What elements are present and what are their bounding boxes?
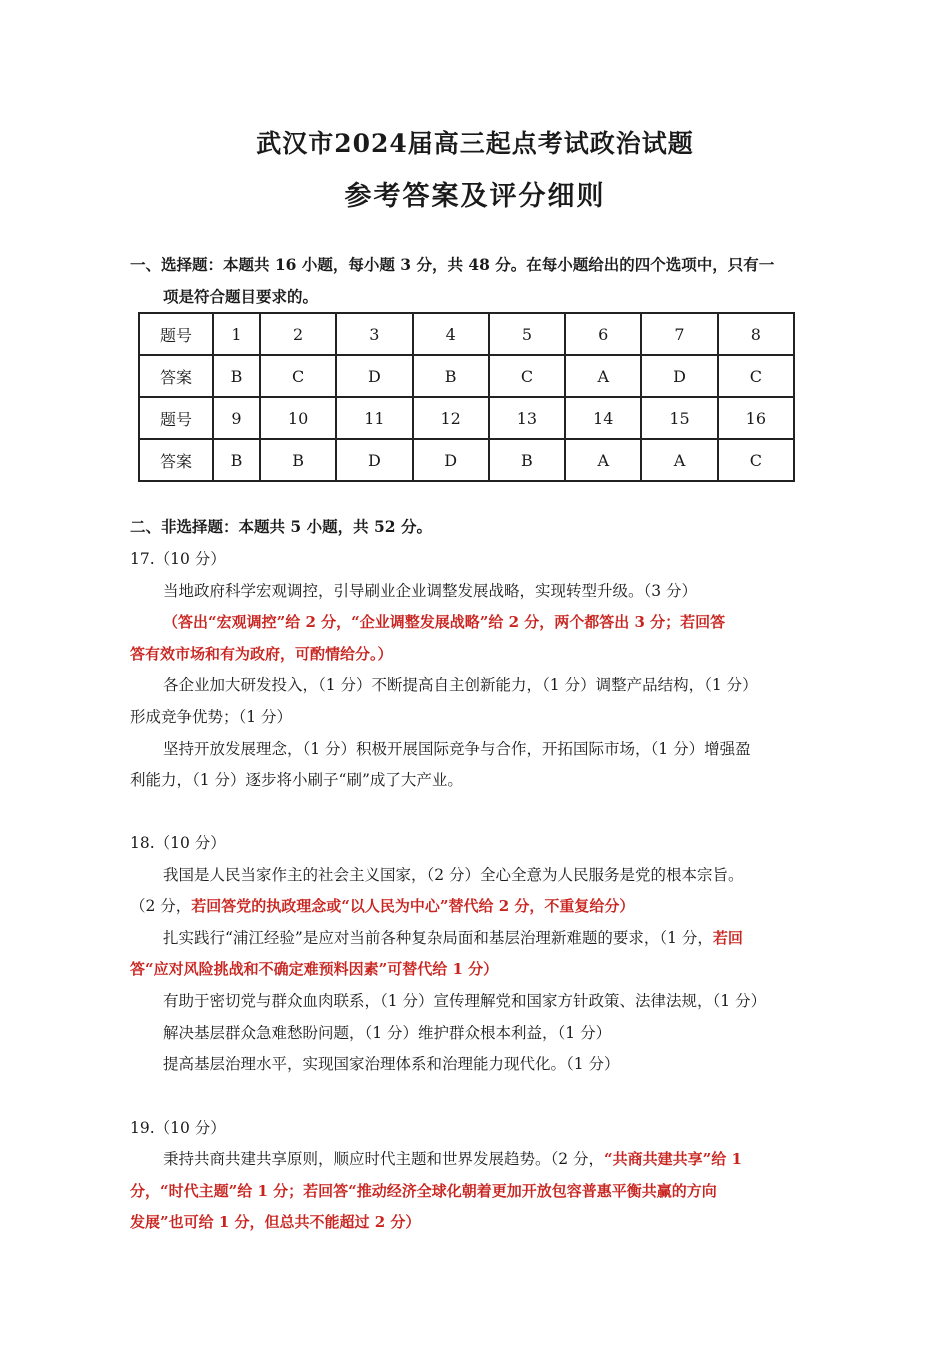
table-cell: B bbox=[260, 439, 336, 481]
q17-answer-3-cont: 利能力，（1 分）逐步将小刷子“刷”成了大产业。 bbox=[130, 771, 463, 789]
q19-note-1: “共商共建共享”给 1 bbox=[604, 1150, 742, 1168]
table-cell: A bbox=[565, 439, 641, 481]
q18-note-2-cont: 答“应对风险挑战和不确定难预料因素”可替代给 1 分） bbox=[130, 960, 499, 978]
table-cell: A bbox=[641, 439, 717, 481]
q18-label: 18.（10 分） bbox=[130, 834, 226, 852]
q19-answer-1 bbox=[163, 1147, 853, 1171]
q19-note-1-end: 发展”也可给 1 分，但总共不能超过 2 分） bbox=[130, 1213, 421, 1231]
table-cell: 题号 bbox=[139, 397, 213, 439]
section1-heading: 一、选择题：本题共 16 小题，每小题 3 分，共 48 分。在每小题给出的四个选项中，只有一 bbox=[130, 255, 775, 274]
table-cell: B bbox=[213, 355, 260, 397]
table-cell: 1 bbox=[213, 313, 260, 355]
table-cell: 5 bbox=[489, 313, 565, 355]
page-title: 武汉市2024届高三起点考试政治试题 bbox=[256, 129, 694, 158]
table-cell: C bbox=[489, 355, 565, 397]
table-cell: 11 bbox=[336, 397, 412, 439]
table-row bbox=[139, 313, 794, 355]
q18-answer-1: 我国是人民当家作主的社会主义国家，（2 分）全心全意为人民服务是党的根本宗旨。 bbox=[163, 866, 744, 884]
q18-note-2: 若回 bbox=[712, 929, 743, 947]
q17-answer-2-cont: 形成竞争优势；（1 分） bbox=[130, 708, 293, 726]
q18-answer-5: 提高基层治理水平，实现国家治理体系和治理能力现代化。（1 分） bbox=[163, 1055, 620, 1073]
table-cell: 12 bbox=[413, 397, 489, 439]
q19-answer-1-text: 秉持共商共建共享原则，顺应时代主题和世界发展趋势。（2 分， bbox=[163, 1150, 605, 1168]
table-cell: A bbox=[565, 355, 641, 397]
q18-note-score: （2 分， bbox=[130, 897, 192, 915]
q19-label: 19.（10 分） bbox=[130, 1119, 226, 1137]
table-cell: 3 bbox=[336, 313, 412, 355]
q18-note-1: 若回答党的执政理念或“以人民为中心”替代给 2 分，不重复给分） bbox=[191, 897, 635, 915]
table-row bbox=[139, 397, 794, 439]
q18-answer-3: 有助于密切党与群众血肉联系，（1 分）宣传理解党和国家方针政策、法律法规，（1 分） bbox=[163, 992, 767, 1010]
q17-label: 17.（10 分） bbox=[130, 550, 226, 568]
table-cell: B bbox=[413, 355, 489, 397]
table-cell: 8 bbox=[718, 313, 794, 355]
table-cell: C bbox=[260, 355, 336, 397]
section2-heading: 二、非选择题：本题共 5 小题，共 52 分。 bbox=[130, 517, 432, 536]
table-cell: D bbox=[336, 439, 412, 481]
table-cell: 4 bbox=[413, 313, 489, 355]
q18-answer-1-note bbox=[130, 894, 820, 918]
q17-note-1-cont: 答有效市场和有为政府，可酌情给分。） bbox=[130, 645, 393, 663]
table-cell: 16 bbox=[718, 397, 794, 439]
table-cell: D bbox=[336, 355, 412, 397]
table-cell: 9 bbox=[213, 397, 260, 439]
table-cell: 7 bbox=[641, 313, 717, 355]
table-cell: B bbox=[213, 439, 260, 481]
q19-note-1-cont: 分，“时代主题”给 1 分；若回答“推动经济全球化朝着更加开放包容普惠平衡共赢的方向 bbox=[130, 1182, 717, 1200]
table-cell: D bbox=[641, 355, 717, 397]
q17-answer-2: 各企业加大研发投入，（1 分）不断提高自主创新能力，（1 分）调整产品结构，（1 分） bbox=[163, 676, 758, 694]
table-cell: 14 bbox=[565, 397, 641, 439]
table-cell: D bbox=[413, 439, 489, 481]
section1-heading-cont: 项是符合题目要求的。 bbox=[163, 287, 319, 306]
table-row bbox=[139, 355, 794, 397]
table-row bbox=[139, 439, 794, 481]
table-cell: B bbox=[489, 439, 565, 481]
q18-answer-2 bbox=[163, 926, 853, 950]
q17-note-1: （答出“宏观调控”给 2 分，“企业调整发展战略”给 2 分，两个都答出 3 分；若回答 bbox=[163, 613, 726, 631]
q17-answer-1: 当地政府科学宏观调控，引导刷业企业调整发展战略，实现转型升级。（3 分） bbox=[163, 582, 698, 600]
page-subtitle: 参考答案及评分细则 bbox=[344, 181, 606, 212]
answer-table bbox=[138, 312, 795, 482]
table-cell: 题号 bbox=[139, 313, 213, 355]
q17-answer-3: 坚持开放发展理念，（1 分）积极开展国际竞争与合作，开拓国际市场，（1 分）增强盈 bbox=[163, 740, 751, 758]
table-cell: 2 bbox=[260, 313, 336, 355]
table-cell: 答案 bbox=[139, 355, 213, 397]
table-cell: 13 bbox=[489, 397, 565, 439]
table-cell: 15 bbox=[641, 397, 717, 439]
q18-answer-2-text: 扎实践行“浦江经验”是应对当前各种复杂局面和基层治理新难题的要求，（1 分， bbox=[163, 929, 713, 947]
q18-answer-4: 解决基层群众急难愁盼问题，（1 分）维护群众根本利益，（1 分） bbox=[163, 1024, 612, 1042]
table-cell: 10 bbox=[260, 397, 336, 439]
table-cell: C bbox=[718, 439, 794, 481]
table-cell: C bbox=[718, 355, 794, 397]
table-cell: 答案 bbox=[139, 439, 213, 481]
table-cell: 6 bbox=[565, 313, 641, 355]
